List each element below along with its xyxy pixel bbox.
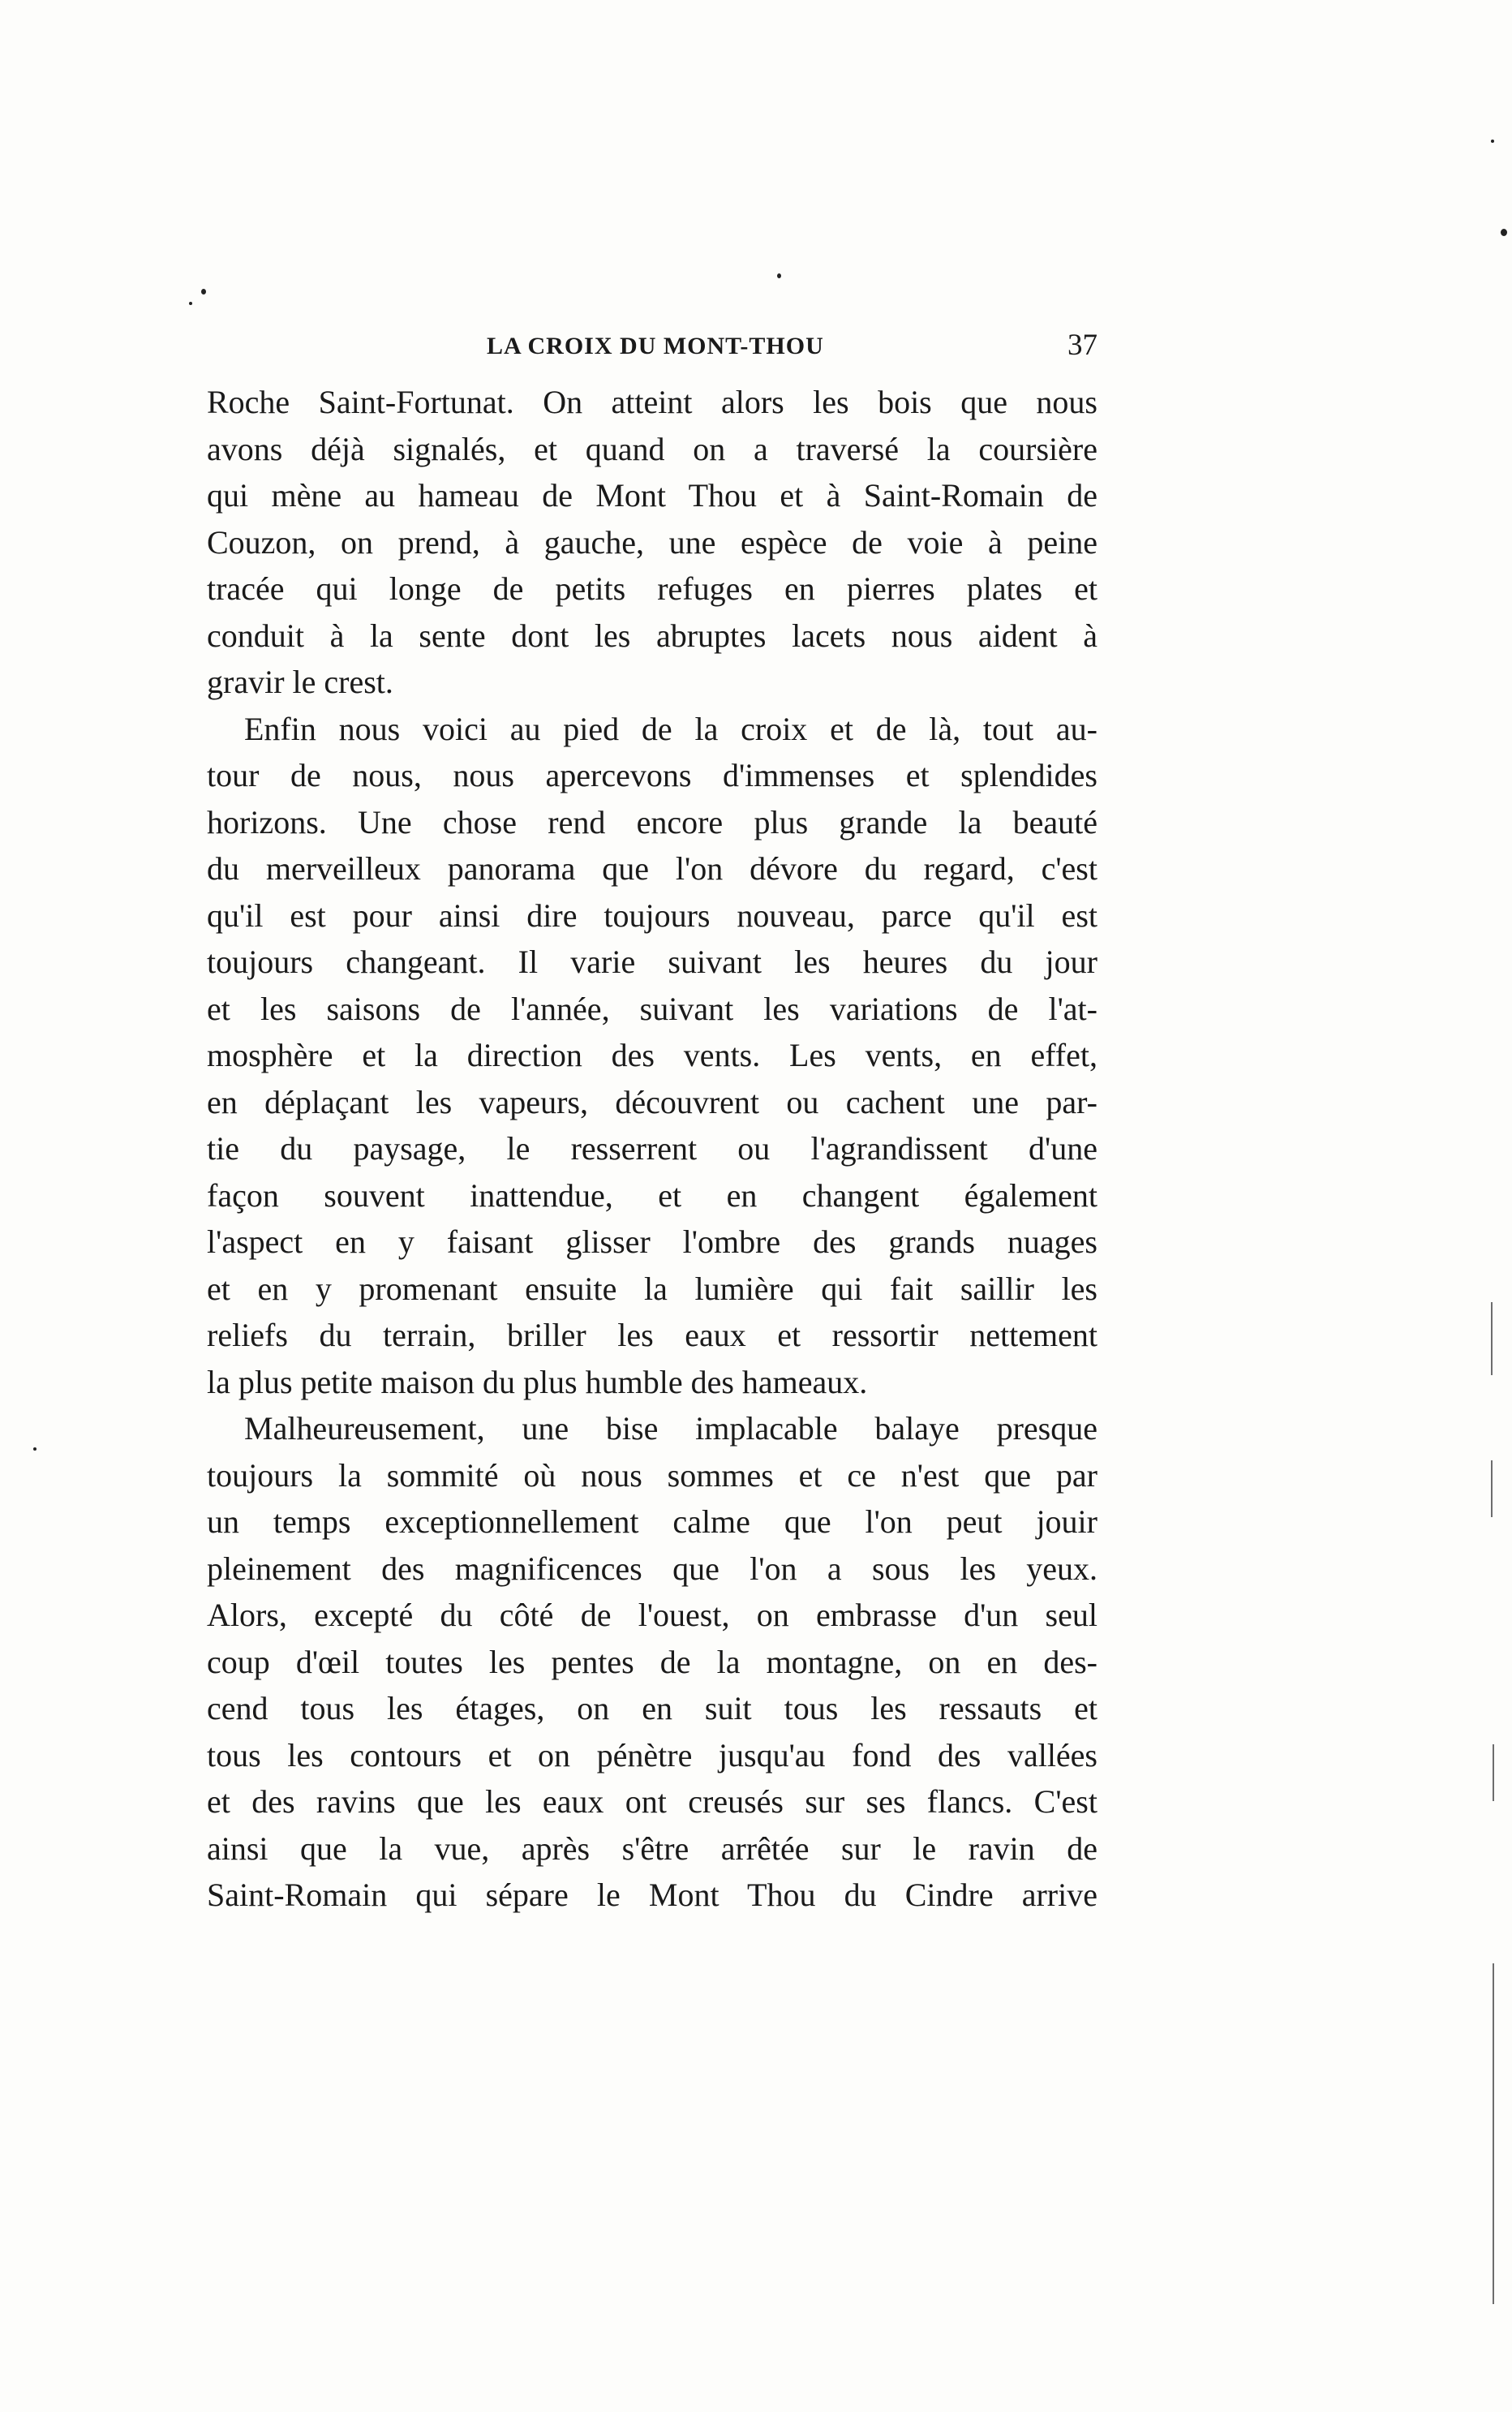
text-line: et des ravins que les eaux ont creusés sur ses flancs. C'est xyxy=(207,1783,1097,1820)
text-line: coup d'œil toutes les pentes de la montagne, on en des- xyxy=(207,1643,1097,1680)
text-line: toujours la sommité où nous sommes et ce n'est que par xyxy=(207,1456,1097,1494)
scan-speck xyxy=(1501,229,1507,236)
text-line: horizons. Une chose rend encore plus grande la beauté xyxy=(207,803,1097,841)
text-line: gravir le crest. xyxy=(207,664,393,700)
scan-speck xyxy=(777,273,781,278)
text-line: mosphère et la direction des vents. Les vents, en effet, xyxy=(207,1037,1097,1073)
running-header xyxy=(207,325,1097,373)
text-line: du merveilleux panorama que l'on dévore du regard, c'est xyxy=(207,850,1097,887)
text-line: façon souvent inattendue, et en changent également xyxy=(207,1176,1097,1214)
text-line: Enfin nous voici au pied de la croix et de là, tout au- xyxy=(244,710,1097,747)
text-line: tracée qui longe de petits refuges en pierres plates et xyxy=(207,570,1097,607)
text-line: Saint-Romain qui sépare le Mont Thou du Cindre arrive xyxy=(207,1877,1097,1913)
text-line: qui mène au hameau de Mont Thou et à Saint-Romain de xyxy=(207,477,1097,514)
scan-speck xyxy=(201,289,206,295)
text-line: Alors, excepté du côté de l'ouest, on embrasse d'un seul xyxy=(207,1597,1097,1633)
scan-speck xyxy=(189,302,192,305)
text-line: avons déjà signalés, et quand on a traversé la coursière xyxy=(207,430,1097,467)
text-line: tour de nous, nous apercevons d'immenses et splendides xyxy=(207,757,1097,793)
text-line: reliefs du terrain, briller les eaux et ressortir nettement xyxy=(207,1317,1097,1353)
scan-edge-line xyxy=(1493,1744,1494,1801)
text-line: qu'il est pour ainsi dire toujours nouveau, parce qu'il est xyxy=(207,896,1097,934)
text-line: et les saisons de l'année, suivant les variations de l'at- xyxy=(207,990,1097,1027)
text-line: Roche Saint-Fortunat. On atteint alors les bois que nous xyxy=(207,384,1097,420)
page-number: 37 xyxy=(1067,329,1097,362)
scan-edge-line xyxy=(1491,1460,1493,1517)
text-line: Malheureusement, une bise implacable balaye presque xyxy=(244,1410,1097,1447)
text-line: un temps exceptionnellement calme que l'on peut jouir xyxy=(207,1503,1097,1540)
text-line: l'aspect en y faisant glisser l'ombre des grands nuages xyxy=(207,1223,1097,1260)
scan-speck xyxy=(1491,140,1494,143)
running-title: LA CROIX DU MONT-THOU xyxy=(487,333,824,359)
scan-speck xyxy=(33,1447,37,1451)
text-line: toujours changeant. Il varie suivant les heures du jour xyxy=(207,944,1097,980)
text-line: et en y promenant ensuite la lumière qui fait saillir les xyxy=(207,1270,1097,1307)
text-line: Couzon, on prend, à gauche, une espèce de voie à peine xyxy=(207,523,1097,561)
text-line: la plus petite maison du plus humble des hameaux. xyxy=(207,1363,868,1400)
body-text xyxy=(207,379,1097,1919)
text-line: tie du paysage, le resserrent ou l'agrandissent d'une xyxy=(207,1130,1097,1167)
text-line: en déplaçant les vapeurs, découvrent ou cachent une par- xyxy=(207,1083,1097,1120)
text-line: ainsi que la vue, après s'être arrêtée sur le ravin de xyxy=(207,1829,1097,1867)
scan-edge-line xyxy=(1491,1302,1493,1375)
scan-edge-line xyxy=(1493,1963,1494,2304)
text-line: pleinement des magnificences que l'on a sous les yeux. xyxy=(207,1550,1097,1587)
text-line: cend tous les étages, on en suit tous les ressauts et xyxy=(207,1690,1097,1726)
text-line: conduit à la sente dont les abruptes lacets nous aident à xyxy=(207,617,1097,654)
text-line: tous les contours et on pénètre jusqu'au fond des vallées xyxy=(207,1736,1097,1774)
